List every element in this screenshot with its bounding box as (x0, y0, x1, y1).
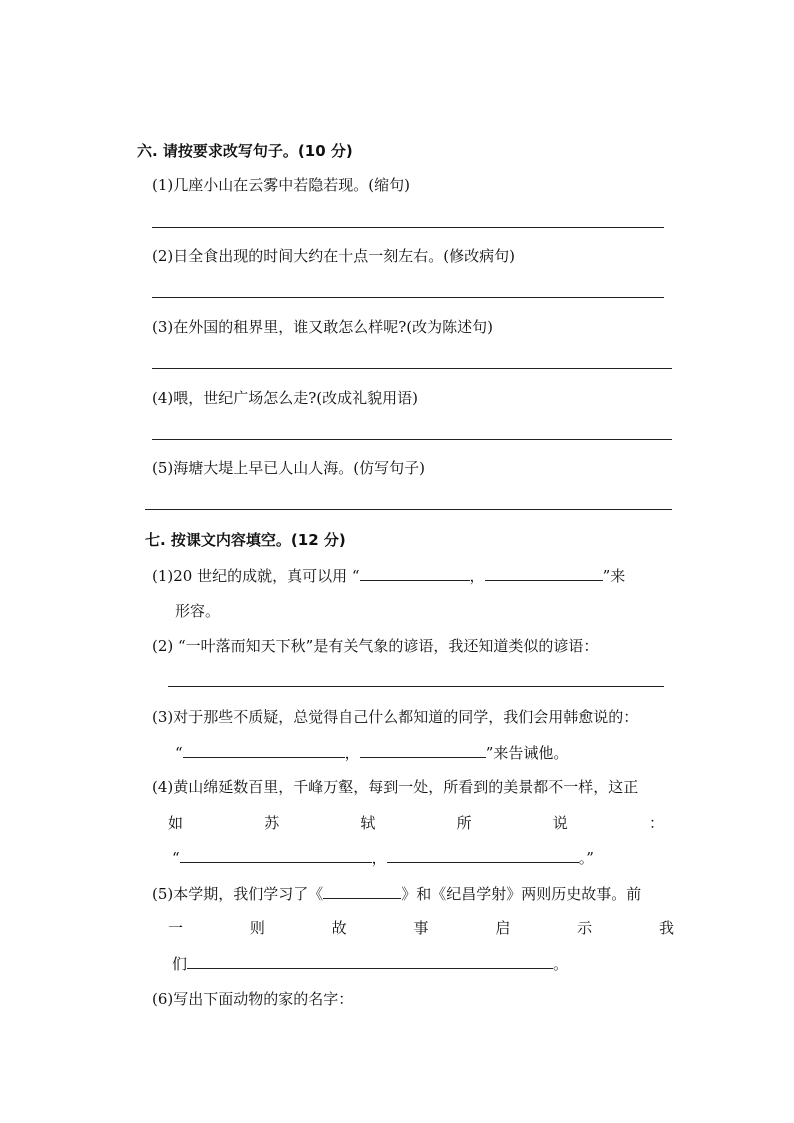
fill-blank[interactable] (360, 564, 470, 581)
answer-line[interactable] (152, 227, 664, 228)
s7-q4-blanks (172, 846, 594, 868)
char: ： (648, 814, 664, 832)
open-quote: “ (175, 744, 183, 762)
section6-title: 六. 请按要求改写句子。(10 分) (137, 142, 353, 160)
s7-q1 (152, 564, 625, 586)
s7-q1-cont: 形容。 (175, 602, 221, 620)
s7-q5-cont-text: 们 (172, 955, 188, 973)
char: 轼 (360, 814, 376, 832)
s6-item-1: (1)几座小山在云雾中若隐若现。(缩句) (152, 176, 410, 194)
s7-q5-text-2: 》和《纪昌学射》两则历史故事。前 (401, 885, 642, 903)
answer-line[interactable] (152, 439, 672, 440)
s7-q5-spread (168, 917, 674, 938)
s6-item-5: (5)海塘大堤上早已人山人海。(仿写句子) (152, 459, 425, 477)
s7-q2: (2) “一叶落而知天下秋”是有关气象的谚语，我还知道类似的谚语： (152, 637, 599, 655)
open-quote: “ (172, 849, 180, 867)
answer-line[interactable] (168, 686, 664, 687)
s7-q4: (4)黄山绵延数百里，千峰万壑，每到一处，所看到的美景都不一样，这正 (152, 778, 639, 796)
char: 事 (413, 919, 429, 937)
s7-q3-blanks (175, 741, 568, 763)
answer-line[interactable] (145, 509, 672, 510)
s7-q4-spread (168, 812, 664, 833)
answer-line[interactable] (152, 368, 672, 369)
s7-q1-text: (1)20 世纪的成就，真可以用 “ (152, 567, 360, 585)
char: 苏 (264, 814, 280, 832)
s7-q6: (6)写出下面动物的家的名字： (152, 990, 354, 1008)
s6-item-4: (4)喂，世纪广场怎么走?(改成礼貌用语) (152, 389, 418, 407)
char: 我 (658, 919, 674, 937)
answer-line[interactable] (152, 297, 664, 298)
fill-blank[interactable] (183, 741, 345, 758)
close-text: 。” (578, 849, 594, 867)
s7-q3: (3)对于那些不质疑，总觉得自己什么都知道的同学，我们会用韩愈说的： (152, 708, 639, 726)
fill-blank[interactable] (360, 741, 486, 758)
char: 说 (552, 814, 568, 832)
section7-title: 七. 按课文内容填空。(12 分) (145, 531, 346, 549)
s6-item-3: (3)在外国的租界里，谁又敢怎么样呢?(改为陈述句) (152, 318, 493, 336)
char: 如 (168, 814, 184, 832)
char: 示 (577, 919, 593, 937)
s7-q5 (152, 882, 641, 904)
fill-blank[interactable] (387, 846, 579, 863)
s7-q5-text: (5)本学期，我们学习了《 (152, 885, 324, 903)
fill-blank[interactable] (485, 564, 603, 581)
fill-blank[interactable] (323, 882, 401, 899)
fill-blank[interactable] (180, 846, 372, 863)
close-text: ”来告诫他。 (485, 744, 569, 762)
char: 则 (249, 919, 265, 937)
s6-item-2: (2)日全食出现的时间大约在十点一刻左右。(修改病句) (152, 247, 515, 265)
s7-q5-end: 。 (553, 955, 569, 973)
comma: ， (469, 567, 485, 585)
char: 启 (495, 919, 511, 937)
comma: ， (344, 744, 360, 762)
fill-blank[interactable] (187, 952, 553, 969)
char: 故 (331, 919, 347, 937)
s7-q5-cont (172, 952, 568, 974)
comma: ， (371, 849, 387, 867)
char: 一 (168, 919, 184, 937)
s7-q1-end: ”来 (602, 567, 626, 585)
char: 所 (456, 814, 472, 832)
